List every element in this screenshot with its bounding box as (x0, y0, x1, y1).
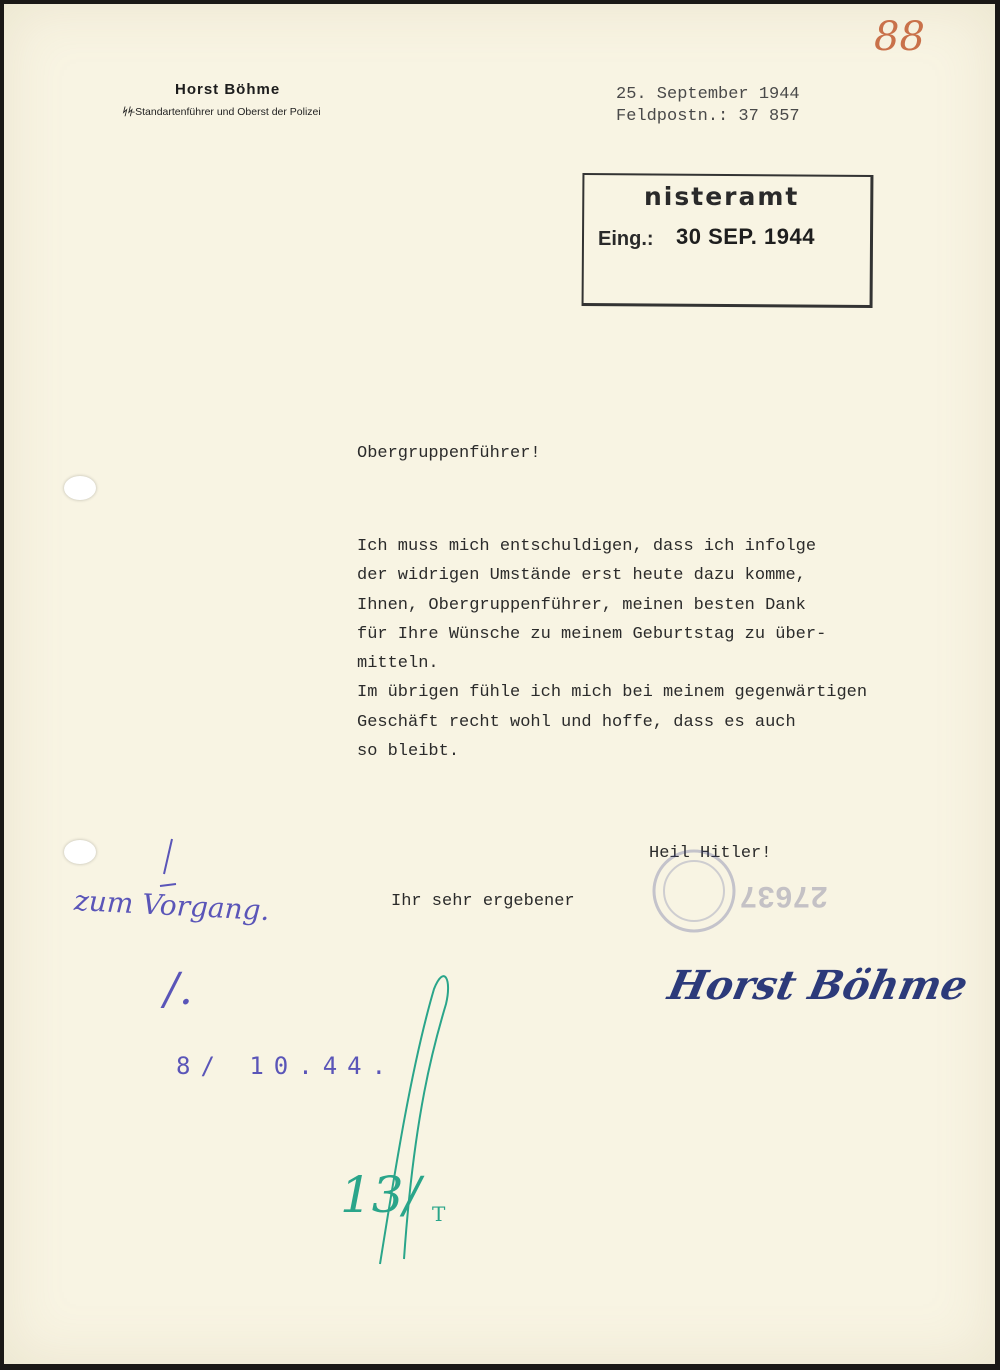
letter-body: Ich muss mich entschuldigen, dass ich infolge der widrigen Umstände erst heute dazu komme, Ihnen, Obergruppenführer, meinen besten Dank für Ihre Wünsche zu meinem Geburtstag zu über- mitteln. Im übrigen fühle ich mich bei meinem gegenwärtigen Geschäft recht wohl und hoffe, dass es auch so bleibt. (357, 537, 868, 762)
ink-marks-overlay (4, 4, 995, 1364)
handwritten-filing-note: zum Vorgang. (73, 883, 271, 928)
stamp-office-name: nisteramt (644, 182, 800, 211)
stamp-received-date: 30 SEP. 1944 (676, 224, 815, 249)
letterhead-name: Horst Böhme (175, 81, 281, 98)
ss-rune-mark: ᛋᛋ (121, 106, 132, 118)
letter-date: 25. September 1944 (616, 85, 800, 104)
letter-salutation: Obergruppenführer! (357, 444, 541, 463)
handwritten-date: 8/ 10.44. (176, 1052, 397, 1080)
green-pencil-stroke (380, 976, 448, 1264)
registration-number-stamp: 27637 (739, 880, 828, 913)
handwritten-signature: Horst Böhme (664, 962, 972, 1009)
field-post-number: Feldpostn.: 37 857 (616, 107, 800, 126)
letter-sign-off: Ihr sehr ergebener (391, 892, 575, 911)
violet-underline (160, 839, 176, 886)
stamp-received-label: Eing.: (598, 228, 654, 250)
receipt-circle-stamp (654, 851, 734, 931)
handwritten-mark: /. (164, 964, 193, 1015)
letterhead-rank-text: -Standartenführer und Oberst der Polizei (131, 106, 321, 118)
green-pencil-initials: 13/ (340, 1166, 421, 1224)
letter-closing: Heil Hitler! (649, 844, 772, 863)
letter-page (4, 4, 995, 1364)
page-number: 88 (874, 14, 925, 60)
green-pencil-mark: T (432, 1202, 446, 1226)
